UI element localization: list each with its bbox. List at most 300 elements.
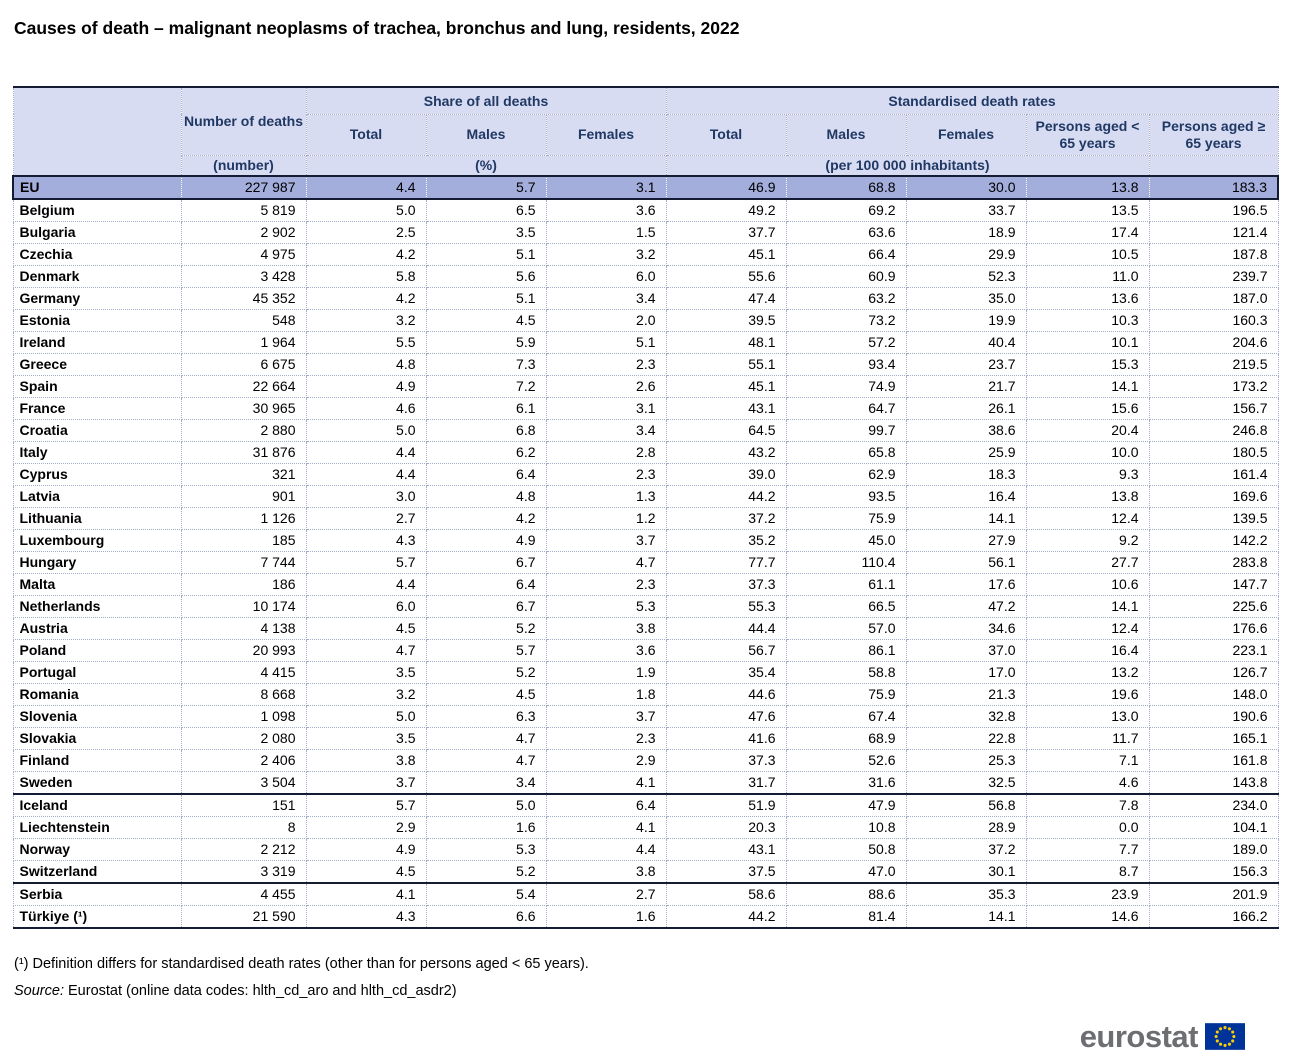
value-cell: 196.5 bbox=[1149, 199, 1278, 222]
value-cell: 44.2 bbox=[666, 906, 786, 929]
value-cell: 6.8 bbox=[426, 420, 546, 442]
value-cell: 4.1 bbox=[546, 772, 666, 795]
value-cell: 30.1 bbox=[906, 861, 1026, 884]
value-cell: 4.2 bbox=[426, 508, 546, 530]
table-row bbox=[13, 618, 1278, 640]
value-cell: 31 876 bbox=[181, 442, 306, 464]
value-cell: 73.2 bbox=[786, 310, 906, 332]
value-cell: 47.0 bbox=[786, 861, 906, 884]
value-cell: 49.2 bbox=[666, 199, 786, 222]
col-header-over65: Persons aged ≥ 65 years bbox=[1149, 114, 1278, 155]
value-cell: 3.8 bbox=[546, 861, 666, 884]
value-cell: 151 bbox=[181, 794, 306, 817]
value-cell: 4.9 bbox=[306, 376, 426, 398]
value-cell: 147.7 bbox=[1149, 574, 1278, 596]
value-cell: 62.9 bbox=[786, 464, 906, 486]
value-cell: 3 319 bbox=[181, 861, 306, 884]
value-cell: 6.7 bbox=[426, 552, 546, 574]
value-cell: 148.0 bbox=[1149, 684, 1278, 706]
value-cell: 2.5 bbox=[306, 222, 426, 244]
value-cell: 6.3 bbox=[426, 706, 546, 728]
value-cell: 27.9 bbox=[906, 530, 1026, 552]
country-cell: Italy bbox=[13, 442, 181, 464]
value-cell: 15.6 bbox=[1026, 398, 1149, 420]
data-table bbox=[12, 86, 1279, 929]
source-label: Source: bbox=[14, 983, 64, 999]
value-cell: 10 174 bbox=[181, 596, 306, 618]
value-cell: 47.6 bbox=[666, 706, 786, 728]
country-cell: Serbia bbox=[13, 883, 181, 906]
country-cell: EU bbox=[13, 176, 181, 199]
value-cell: 77.7 bbox=[666, 552, 786, 574]
value-cell: 2.8 bbox=[546, 442, 666, 464]
value-cell: 1.2 bbox=[546, 508, 666, 530]
value-cell: 160.3 bbox=[1149, 310, 1278, 332]
value-cell: 75.9 bbox=[786, 684, 906, 706]
country-cell: Hungary bbox=[13, 552, 181, 574]
value-cell: 44.4 bbox=[666, 618, 786, 640]
value-cell: 13.2 bbox=[1026, 662, 1149, 684]
value-cell: 44.2 bbox=[666, 486, 786, 508]
value-cell: 5 819 bbox=[181, 199, 306, 222]
value-cell: 19.9 bbox=[906, 310, 1026, 332]
value-cell: 2.3 bbox=[546, 728, 666, 750]
value-cell: 187.0 bbox=[1149, 288, 1278, 310]
value-cell: 23.7 bbox=[906, 354, 1026, 376]
value-cell: 104.1 bbox=[1149, 817, 1278, 839]
col-header-sdr-females: Females bbox=[906, 114, 1026, 155]
value-cell: 9.2 bbox=[1026, 530, 1149, 552]
value-cell: 126.7 bbox=[1149, 662, 1278, 684]
value-cell: 2.0 bbox=[546, 310, 666, 332]
value-cell: 41.6 bbox=[666, 728, 786, 750]
value-cell: 60.9 bbox=[786, 266, 906, 288]
value-cell: 2 406 bbox=[181, 750, 306, 772]
eurostat-logo bbox=[1080, 1021, 1245, 1052]
table-row bbox=[13, 906, 1278, 929]
country-cell: Liechtenstein bbox=[13, 817, 181, 839]
value-cell: 14.6 bbox=[1026, 906, 1149, 929]
country-cell: Poland bbox=[13, 640, 181, 662]
value-cell: 3.5 bbox=[306, 662, 426, 684]
value-cell: 223.1 bbox=[1149, 640, 1278, 662]
value-cell: 4.1 bbox=[546, 817, 666, 839]
value-cell: 110.4 bbox=[786, 552, 906, 574]
value-cell: 5.6 bbox=[426, 266, 546, 288]
value-cell: 65.8 bbox=[786, 442, 906, 464]
value-cell: 3.2 bbox=[546, 244, 666, 266]
country-cell: Türkiye (¹) bbox=[13, 906, 181, 929]
value-cell: 225.6 bbox=[1149, 596, 1278, 618]
value-cell: 2.7 bbox=[306, 508, 426, 530]
value-cell: 4.5 bbox=[426, 684, 546, 706]
country-cell: Bulgaria bbox=[13, 222, 181, 244]
value-cell: 4.2 bbox=[306, 288, 426, 310]
value-cell: 10.1 bbox=[1026, 332, 1149, 354]
value-cell: 17.0 bbox=[906, 662, 1026, 684]
value-cell: 321 bbox=[181, 464, 306, 486]
table-row bbox=[13, 222, 1278, 244]
value-cell: 2.3 bbox=[546, 354, 666, 376]
value-cell: 35.3 bbox=[906, 883, 1026, 906]
value-cell: 14.1 bbox=[1026, 596, 1149, 618]
country-cell: Estonia bbox=[13, 310, 181, 332]
value-cell: 4.4 bbox=[306, 442, 426, 464]
value-cell: 3.2 bbox=[306, 310, 426, 332]
value-cell: 68.9 bbox=[786, 728, 906, 750]
value-cell: 3.5 bbox=[426, 222, 546, 244]
country-cell: Belgium bbox=[13, 199, 181, 222]
value-cell: 2 080 bbox=[181, 728, 306, 750]
value-cell: 10.5 bbox=[1026, 244, 1149, 266]
value-cell: 38.6 bbox=[906, 420, 1026, 442]
value-cell: 14.1 bbox=[1026, 376, 1149, 398]
country-cell: Germany bbox=[13, 288, 181, 310]
value-cell: 43.2 bbox=[666, 442, 786, 464]
page-title: Causes of death – malignant neoplasms of trachea, bronchus and lung, residents, 2022 bbox=[14, 18, 740, 38]
value-cell: 64.7 bbox=[786, 398, 906, 420]
value-cell: 39.5 bbox=[666, 310, 786, 332]
unit-per100k: (per 100 000 inhabitants) bbox=[666, 155, 1149, 176]
value-cell: 58.8 bbox=[786, 662, 906, 684]
value-cell: 11.7 bbox=[1026, 728, 1149, 750]
value-cell: 66.4 bbox=[786, 244, 906, 266]
value-cell: 4.7 bbox=[426, 728, 546, 750]
value-cell: 63.2 bbox=[786, 288, 906, 310]
value-cell: 143.8 bbox=[1149, 772, 1278, 795]
value-cell: 7.1 bbox=[1026, 750, 1149, 772]
country-cell: Greece bbox=[13, 354, 181, 376]
value-cell: 21 590 bbox=[181, 906, 306, 929]
country-cell: Slovakia bbox=[13, 728, 181, 750]
country-cell: Romania bbox=[13, 684, 181, 706]
value-cell: 176.6 bbox=[1149, 618, 1278, 640]
value-cell: 173.2 bbox=[1149, 376, 1278, 398]
value-cell: 2.3 bbox=[546, 464, 666, 486]
value-cell: 6.4 bbox=[426, 464, 546, 486]
value-cell: 57.2 bbox=[786, 332, 906, 354]
value-cell: 35.0 bbox=[906, 288, 1026, 310]
table-row bbox=[13, 794, 1278, 817]
value-cell: 5.7 bbox=[426, 640, 546, 662]
value-cell: 5.5 bbox=[306, 332, 426, 354]
unit-empty bbox=[1149, 155, 1278, 176]
value-cell: 4.5 bbox=[306, 861, 426, 884]
value-cell: 17.6 bbox=[906, 574, 1026, 596]
value-cell: 30.0 bbox=[906, 176, 1026, 199]
table-row bbox=[13, 486, 1278, 508]
value-cell: 15.3 bbox=[1026, 354, 1149, 376]
value-cell: 3.6 bbox=[546, 640, 666, 662]
value-cell: 93.5 bbox=[786, 486, 906, 508]
value-cell: 37.5 bbox=[666, 861, 786, 884]
value-cell: 93.4 bbox=[786, 354, 906, 376]
value-cell: 4.5 bbox=[426, 310, 546, 332]
value-cell: 29.9 bbox=[906, 244, 1026, 266]
value-cell: 186 bbox=[181, 574, 306, 596]
value-cell: 6.2 bbox=[426, 442, 546, 464]
value-cell: 64.5 bbox=[666, 420, 786, 442]
value-cell: 61.1 bbox=[786, 574, 906, 596]
value-cell: 2.6 bbox=[546, 376, 666, 398]
value-cell: 165.1 bbox=[1149, 728, 1278, 750]
value-cell: 69.2 bbox=[786, 199, 906, 222]
value-cell: 8.7 bbox=[1026, 861, 1149, 884]
value-cell: 14.1 bbox=[906, 508, 1026, 530]
value-cell: 4 455 bbox=[181, 883, 306, 906]
value-cell: 13.5 bbox=[1026, 199, 1149, 222]
table-row bbox=[13, 442, 1278, 464]
col-header-share-total: Total bbox=[306, 114, 426, 155]
value-cell: 156.3 bbox=[1149, 861, 1278, 884]
value-cell: 33.7 bbox=[906, 199, 1026, 222]
value-cell: 4 415 bbox=[181, 662, 306, 684]
value-cell: 3 428 bbox=[181, 266, 306, 288]
value-cell: 2.9 bbox=[546, 750, 666, 772]
value-cell: 30 965 bbox=[181, 398, 306, 420]
corner-cell bbox=[13, 87, 181, 176]
value-cell: 201.9 bbox=[1149, 883, 1278, 906]
table-row bbox=[13, 596, 1278, 618]
table-row bbox=[13, 772, 1278, 795]
value-cell: 99.7 bbox=[786, 420, 906, 442]
value-cell: 75.9 bbox=[786, 508, 906, 530]
value-cell: 13.8 bbox=[1026, 176, 1149, 199]
value-cell: 190.6 bbox=[1149, 706, 1278, 728]
table-row bbox=[13, 464, 1278, 486]
value-cell: 204.6 bbox=[1149, 332, 1278, 354]
country-cell: Lithuania bbox=[13, 508, 181, 530]
value-cell: 5.1 bbox=[426, 288, 546, 310]
value-cell: 44.6 bbox=[666, 684, 786, 706]
value-cell: 35.4 bbox=[666, 662, 786, 684]
value-cell: 3.4 bbox=[546, 288, 666, 310]
value-cell: 6.4 bbox=[546, 794, 666, 817]
value-cell: 3.0 bbox=[306, 486, 426, 508]
source-line bbox=[14, 983, 1277, 999]
col-header-deaths: Number of deaths bbox=[181, 87, 306, 155]
value-cell: 5.3 bbox=[546, 596, 666, 618]
value-cell: 74.9 bbox=[786, 376, 906, 398]
value-cell: 1.5 bbox=[546, 222, 666, 244]
value-cell: 17.4 bbox=[1026, 222, 1149, 244]
value-cell: 21.3 bbox=[906, 684, 1026, 706]
eu-flag-icon bbox=[1205, 1023, 1245, 1050]
value-cell: 10.8 bbox=[786, 817, 906, 839]
value-cell: 5.2 bbox=[426, 861, 546, 884]
table-row bbox=[13, 861, 1278, 884]
country-cell: Austria bbox=[13, 618, 181, 640]
value-cell: 52.3 bbox=[906, 266, 1026, 288]
value-cell: 68.8 bbox=[786, 176, 906, 199]
value-cell: 4.6 bbox=[1026, 772, 1149, 795]
value-cell: 56.1 bbox=[906, 552, 1026, 574]
value-cell: 9.3 bbox=[1026, 464, 1149, 486]
value-cell: 11.0 bbox=[1026, 266, 1149, 288]
value-cell: 246.8 bbox=[1149, 420, 1278, 442]
value-cell: 4.4 bbox=[306, 176, 426, 199]
country-cell: Netherlands bbox=[13, 596, 181, 618]
value-cell: 34.6 bbox=[906, 618, 1026, 640]
value-cell: 1.3 bbox=[546, 486, 666, 508]
value-cell: 4.2 bbox=[306, 244, 426, 266]
country-cell: Switzerland bbox=[13, 861, 181, 884]
value-cell: 43.1 bbox=[666, 839, 786, 861]
table-row bbox=[13, 883, 1278, 906]
value-cell: 55.3 bbox=[666, 596, 786, 618]
value-cell: 2.9 bbox=[306, 817, 426, 839]
value-cell: 189.0 bbox=[1149, 839, 1278, 861]
country-cell: Portugal bbox=[13, 662, 181, 684]
value-cell: 166.2 bbox=[1149, 906, 1278, 929]
country-cell: Norway bbox=[13, 839, 181, 861]
value-cell: 27.7 bbox=[1026, 552, 1149, 574]
value-cell: 58.6 bbox=[666, 883, 786, 906]
value-cell: 31.7 bbox=[666, 772, 786, 795]
table-row bbox=[13, 530, 1278, 552]
value-cell: 6 675 bbox=[181, 354, 306, 376]
table-row bbox=[13, 376, 1278, 398]
value-cell: 901 bbox=[181, 486, 306, 508]
table-row bbox=[13, 176, 1278, 199]
value-cell: 161.8 bbox=[1149, 750, 1278, 772]
country-cell: Czechia bbox=[13, 244, 181, 266]
value-cell: 56.7 bbox=[666, 640, 786, 662]
value-cell: 16.4 bbox=[906, 486, 1026, 508]
value-cell: 7.3 bbox=[426, 354, 546, 376]
value-cell: 227 987 bbox=[181, 176, 306, 199]
value-cell: 4.4 bbox=[546, 839, 666, 861]
value-cell: 18.3 bbox=[906, 464, 1026, 486]
value-cell: 6.1 bbox=[426, 398, 546, 420]
value-cell: 185 bbox=[181, 530, 306, 552]
value-cell: 13.0 bbox=[1026, 706, 1149, 728]
unit-percent: (%) bbox=[306, 155, 666, 176]
value-cell: 4 138 bbox=[181, 618, 306, 640]
value-cell: 56.8 bbox=[906, 794, 1026, 817]
table-row bbox=[13, 817, 1278, 839]
value-cell: 4.8 bbox=[426, 486, 546, 508]
value-cell: 1.8 bbox=[546, 684, 666, 706]
value-cell: 5.9 bbox=[426, 332, 546, 354]
value-cell: 20.4 bbox=[1026, 420, 1149, 442]
table-header bbox=[13, 87, 1278, 176]
value-cell: 4.9 bbox=[306, 839, 426, 861]
value-cell: 5.1 bbox=[546, 332, 666, 354]
value-cell: 169.6 bbox=[1149, 486, 1278, 508]
value-cell: 4.4 bbox=[306, 574, 426, 596]
value-cell: 3.2 bbox=[306, 684, 426, 706]
col-header-sdr-total: Total bbox=[666, 114, 786, 155]
value-cell: 81.4 bbox=[786, 906, 906, 929]
value-cell: 88.6 bbox=[786, 883, 906, 906]
table-row bbox=[13, 354, 1278, 376]
value-cell: 37.3 bbox=[666, 750, 786, 772]
value-cell: 63.6 bbox=[786, 222, 906, 244]
value-cell: 37.0 bbox=[906, 640, 1026, 662]
value-cell: 57.0 bbox=[786, 618, 906, 640]
table-row bbox=[13, 288, 1278, 310]
table-row bbox=[13, 310, 1278, 332]
value-cell: 3.7 bbox=[546, 530, 666, 552]
table-row bbox=[13, 552, 1278, 574]
value-cell: 21.7 bbox=[906, 376, 1026, 398]
value-cell: 46.9 bbox=[666, 176, 786, 199]
country-cell: Malta bbox=[13, 574, 181, 596]
value-cell: 156.7 bbox=[1149, 398, 1278, 420]
value-cell: 239.7 bbox=[1149, 266, 1278, 288]
value-cell: 161.4 bbox=[1149, 464, 1278, 486]
value-cell: 47.4 bbox=[666, 288, 786, 310]
value-cell: 12.4 bbox=[1026, 618, 1149, 640]
value-cell: 16.4 bbox=[1026, 640, 1149, 662]
col-header-sdr-males: Males bbox=[786, 114, 906, 155]
value-cell: 3.6 bbox=[546, 199, 666, 222]
value-cell: 234.0 bbox=[1149, 794, 1278, 817]
country-cell: Iceland bbox=[13, 794, 181, 817]
table-row bbox=[13, 706, 1278, 728]
value-cell: 43.1 bbox=[666, 398, 786, 420]
table-body bbox=[13, 176, 1278, 928]
value-cell: 5.7 bbox=[306, 794, 426, 817]
value-cell: 5.2 bbox=[426, 662, 546, 684]
value-cell: 5.2 bbox=[426, 618, 546, 640]
value-cell: 6.6 bbox=[426, 906, 546, 929]
country-cell: France bbox=[13, 398, 181, 420]
value-cell: 28.9 bbox=[906, 817, 1026, 839]
value-cell: 12.4 bbox=[1026, 508, 1149, 530]
value-cell: 2 880 bbox=[181, 420, 306, 442]
value-cell: 67.4 bbox=[786, 706, 906, 728]
value-cell: 4.5 bbox=[306, 618, 426, 640]
country-cell: Sweden bbox=[13, 772, 181, 795]
value-cell: 3.8 bbox=[306, 750, 426, 772]
value-cell: 20.3 bbox=[666, 817, 786, 839]
group-header-share: Share of all deaths bbox=[306, 87, 666, 114]
value-cell: 219.5 bbox=[1149, 354, 1278, 376]
value-cell: 7.2 bbox=[426, 376, 546, 398]
country-cell: Croatia bbox=[13, 420, 181, 442]
value-cell: 32.8 bbox=[906, 706, 1026, 728]
value-cell: 37.3 bbox=[666, 574, 786, 596]
table-row bbox=[13, 199, 1278, 222]
value-cell: 4.6 bbox=[306, 398, 426, 420]
value-cell: 3 504 bbox=[181, 772, 306, 795]
value-cell: 180.5 bbox=[1149, 442, 1278, 464]
value-cell: 7 744 bbox=[181, 552, 306, 574]
value-cell: 8 bbox=[181, 817, 306, 839]
value-cell: 52.6 bbox=[786, 750, 906, 772]
country-cell: Finland bbox=[13, 750, 181, 772]
value-cell: 0.0 bbox=[1026, 817, 1149, 839]
value-cell: 25.3 bbox=[906, 750, 1026, 772]
value-cell: 1.6 bbox=[546, 906, 666, 929]
value-cell: 121.4 bbox=[1149, 222, 1278, 244]
value-cell: 3.4 bbox=[426, 772, 546, 795]
value-cell: 45.0 bbox=[786, 530, 906, 552]
value-cell: 40.4 bbox=[906, 332, 1026, 354]
value-cell: 4.8 bbox=[306, 354, 426, 376]
value-cell: 45.1 bbox=[666, 244, 786, 266]
value-cell: 183.3 bbox=[1149, 176, 1278, 199]
table-row bbox=[13, 750, 1278, 772]
value-cell: 45.1 bbox=[666, 376, 786, 398]
value-cell: 5.0 bbox=[306, 706, 426, 728]
value-cell: 35.2 bbox=[666, 530, 786, 552]
value-cell: 4.7 bbox=[546, 552, 666, 574]
country-cell: Luxembourg bbox=[13, 530, 181, 552]
table-row bbox=[13, 574, 1278, 596]
